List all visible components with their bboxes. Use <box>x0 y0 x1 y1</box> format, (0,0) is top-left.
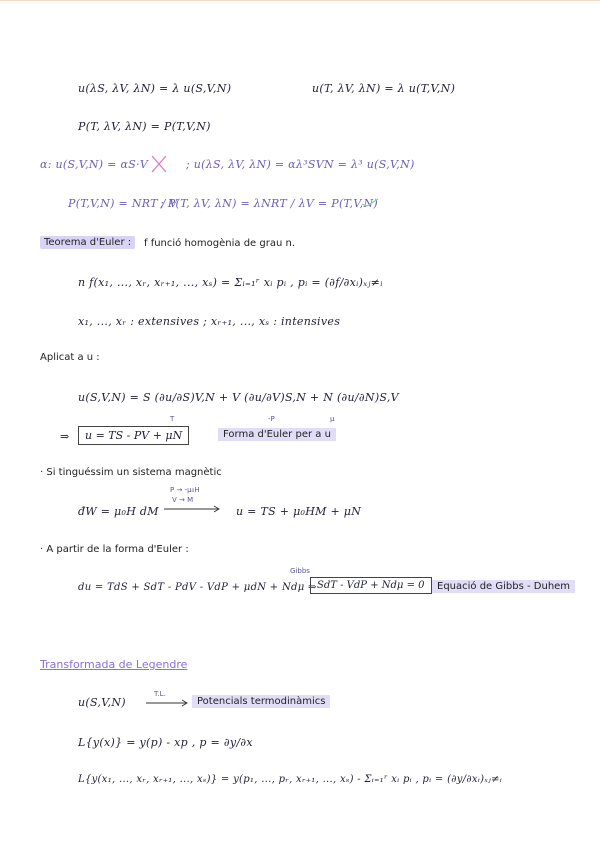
magnetic-euler-form: u = TS + μ₀HM + μN <box>236 505 362 518</box>
magnetic-work: đW = μ₀H dM <box>78 505 159 518</box>
euler-theorem-equation: n f(x₁, ..., xᵣ, xᵣ₊₁, ..., xₛ) = Σᵢ₌₁ʳ xᵢ pᵢ , pᵢ = (∂f/∂xᵢ)ₓⱼ≠ᵢ <box>78 276 383 289</box>
apply-to-u-label: Aplicat a u : <box>40 352 100 363</box>
implies-arrow: ⇒ <box>60 430 70 443</box>
under-label-mu: μ <box>330 415 335 423</box>
thermodynamic-potentials-label: Potencials termodinàmics <box>192 695 330 708</box>
example-alpha: α: u(S,V,N) = αS·V <box>40 158 149 171</box>
euler-theorem-heading: Teorema d'Euler : <box>40 236 135 249</box>
euler-form-result: u = TS - PV + μN <box>78 426 189 445</box>
magnetic-system-note: · Si tinguéssim un sistema magnètic <box>40 467 222 478</box>
gibbs-duhem-boxed: SdT - VdP + Ndμ = 0 <box>310 577 432 594</box>
legendre-section-title: Transformada de Legendre <box>40 658 188 671</box>
right-arrow-icon <box>164 504 222 514</box>
homogeneity-u-t: u(T, λV, λN) = λ u(T,V,N) <box>312 82 456 95</box>
gibbs-differential: du = TdS + SdT - PdV - VdP + μdN + Ndμ ⇒ <box>78 582 317 593</box>
ideal-gas-scaling: ; P(T, λV, λN) = λNRT / λV = P(T,V,N) <box>160 197 378 210</box>
cross-out-mark <box>150 154 168 174</box>
example-alpha-scaling: ; u(λS, λV, λN) = αλ³SVN = λ³ u(S,V,N) <box>186 158 415 171</box>
extensive-intensive-variables: x₁, ..., xᵣ : extensives ; xᵣ₊₁, ..., xₛ : intensives <box>78 315 341 328</box>
euler-form-label: Forma d'Euler per a u <box>218 428 336 441</box>
magnetic-substitution-bottom: V → M <box>172 496 194 504</box>
gibbs-duhem-label: Equació de Gibbs - Duhem <box>432 580 575 593</box>
magnetic-substitution-top: P → -μ₀H <box>170 486 200 494</box>
pressure-homogeneity: P(T, λV, λN) = P(T,V,N) <box>78 120 211 133</box>
from-euler-form-note: · A partir de la forma d'Euler : <box>40 544 189 555</box>
page-top-edge <box>0 0 600 1</box>
u-euler-expansion: u(S,V,N) = S (∂u/∂S)V,N + V (∂u/∂V)S,N + N (∂u/∂N)S,V <box>78 391 399 404</box>
legendre-arrow-label: T.L. <box>154 690 166 698</box>
right-arrow-icon <box>146 698 190 708</box>
ideal-gas-pressure: P(T,V,N) = NRT / V <box>68 197 178 210</box>
check-mark-icon <box>360 196 380 208</box>
legendre-multi-variable: L{y(x₁, ..., xᵣ, xᵣ₊₁, ..., xₛ)} = y(p₁, ..., pᵣ, xᵣ₊₁, ..., xₛ) - Σᵢ₌₁ʳ xᵢ pᵢ , pᵢ = (∂y/∂xᵢ)ₓⱼ≠ᵢ <box>78 774 503 785</box>
homogeneity-u-s: u(λS, λV, λN) = λ u(S,V,N) <box>78 82 232 95</box>
under-label-t: T <box>170 415 175 423</box>
euler-theorem-description: f funció homogènia de grau n. <box>144 238 296 249</box>
legendre-single-variable: L{y(x)} = y(p) - xp , p = ∂y/∂x <box>78 736 253 749</box>
under-label-minus-p: -P <box>268 415 275 423</box>
gibbs-small-label: Gibbs <box>290 567 310 575</box>
legendre-u-function: u(S,V,N) <box>78 696 126 709</box>
